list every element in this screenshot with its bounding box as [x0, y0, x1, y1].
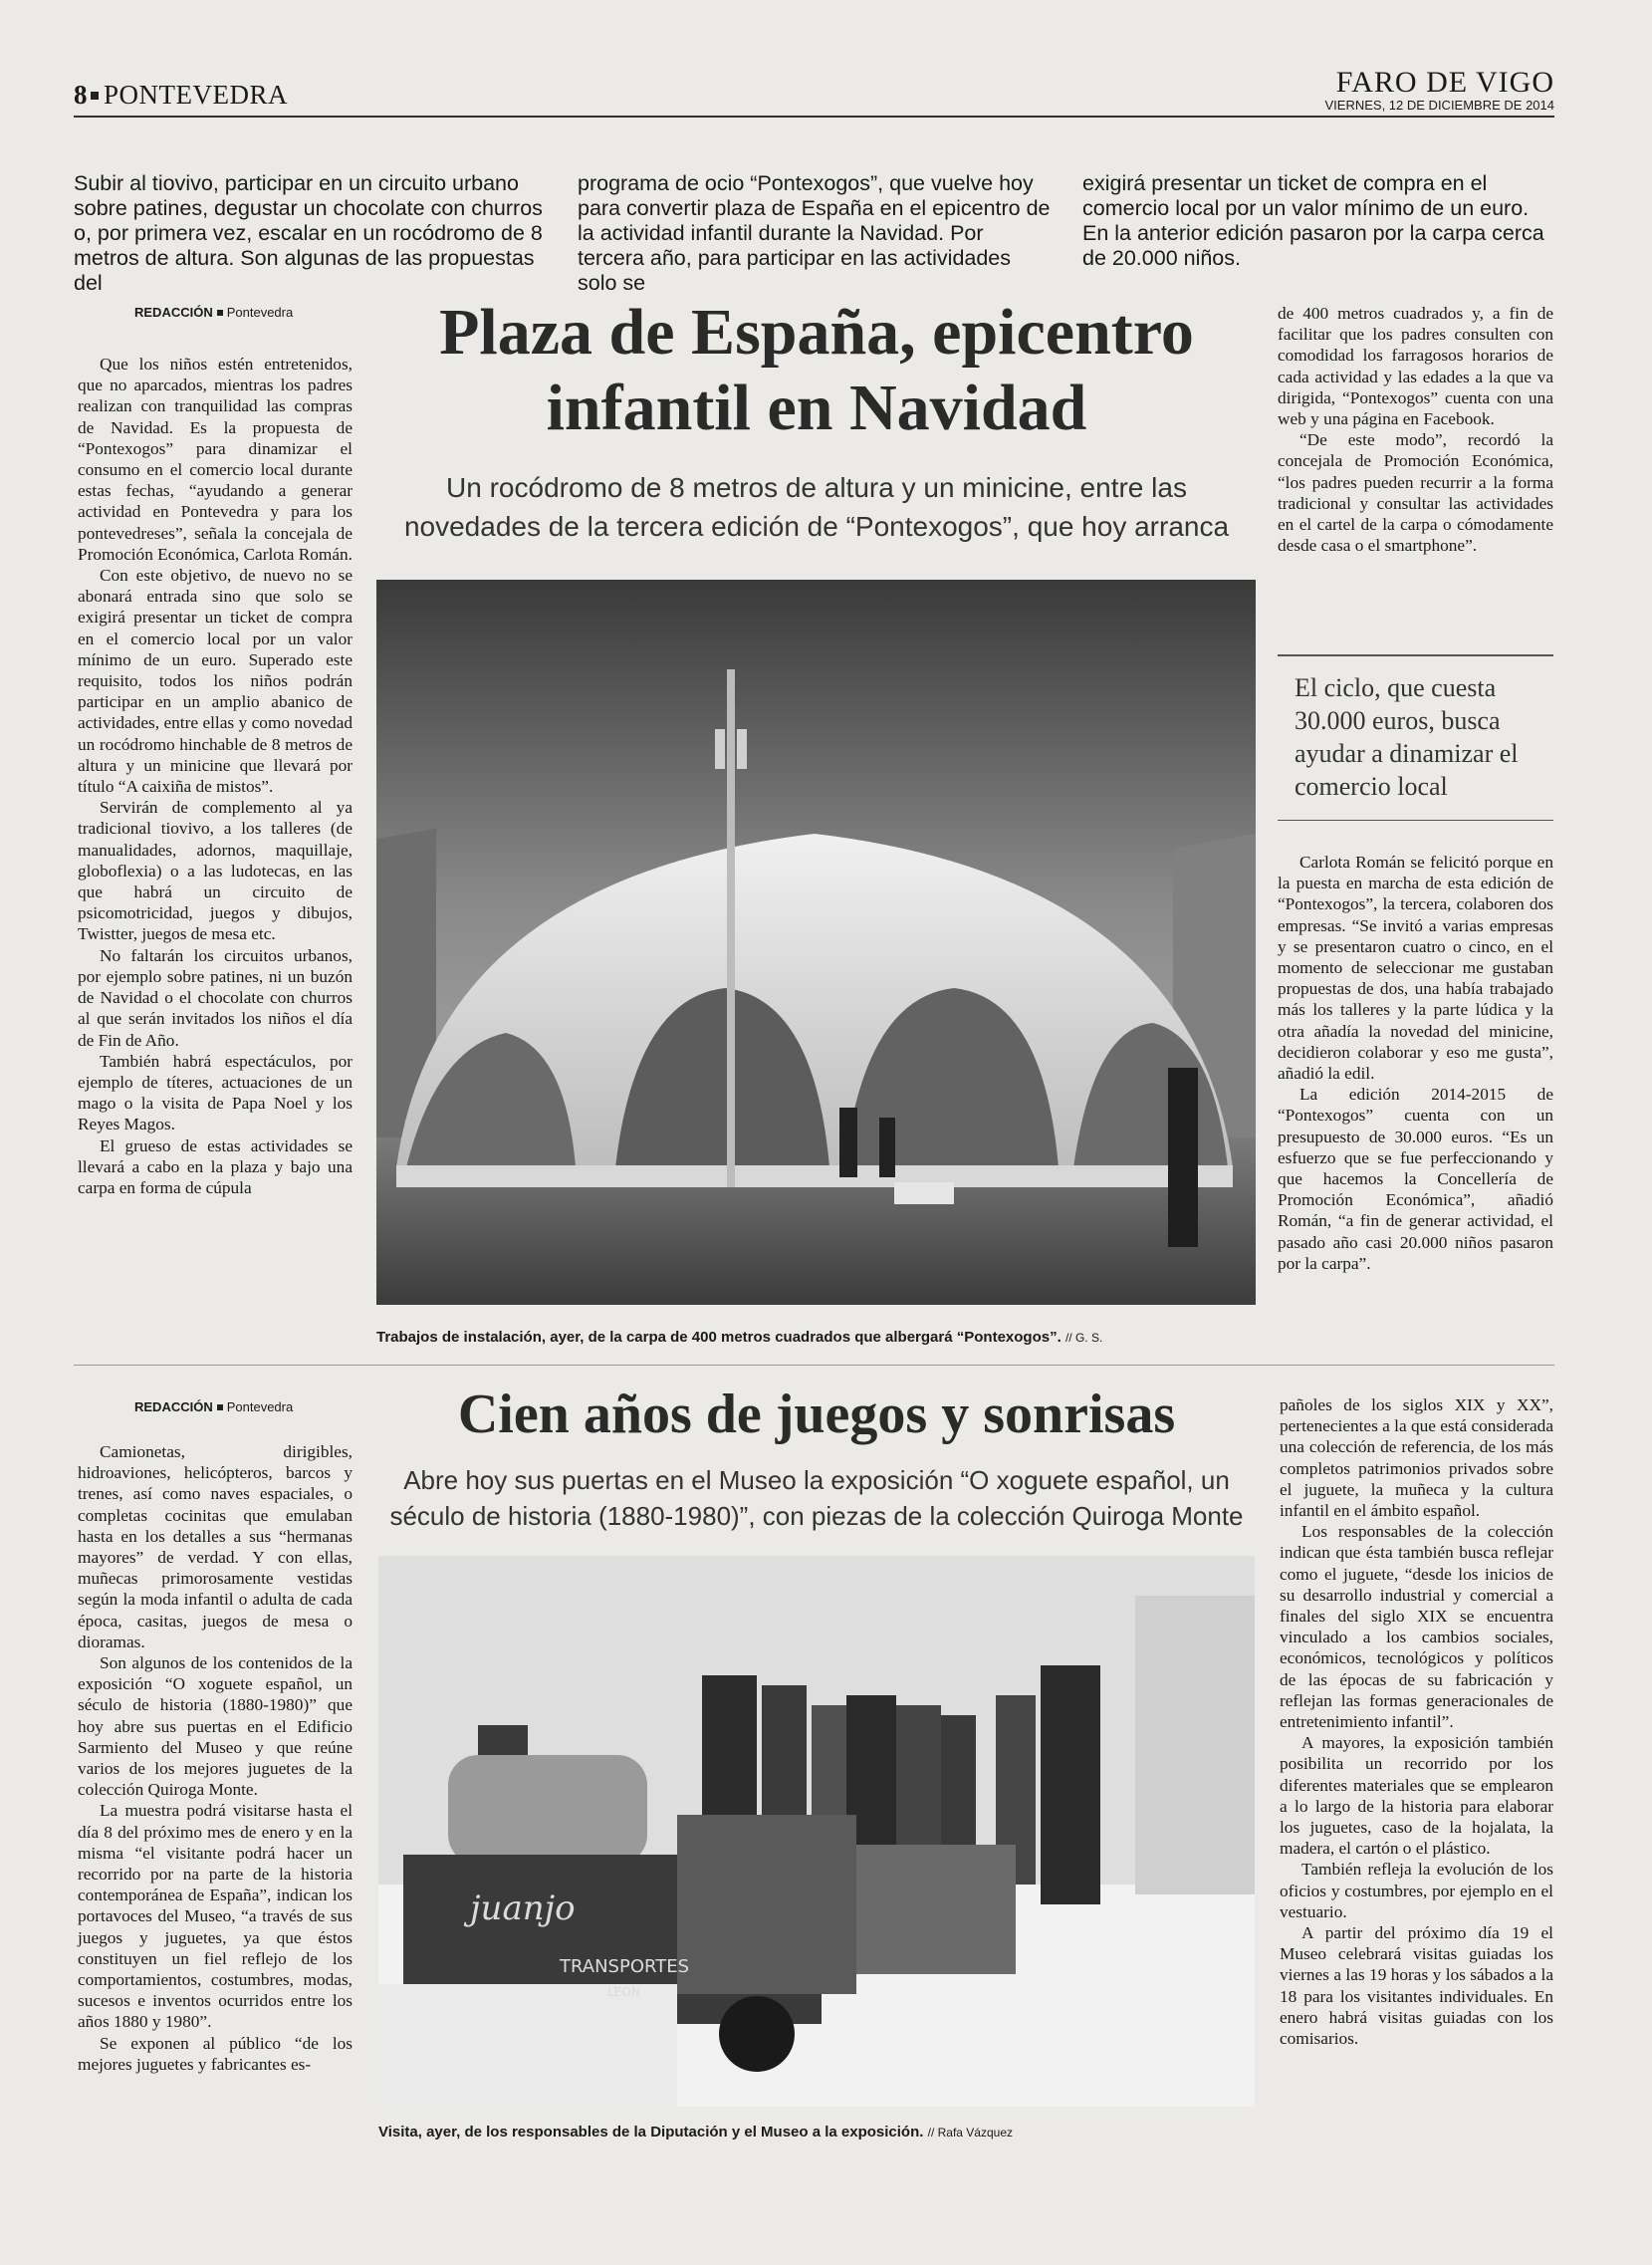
- deck-line-1: Abre hoy sus puertas en el Museo la exposición “O xoguete español, un: [403, 1465, 1230, 1495]
- truck-brand-label: juanjo: [470, 1888, 576, 1928]
- header-rule: [74, 116, 1554, 118]
- byline-author: REDACCIÓN: [134, 1399, 213, 1414]
- publication-date: VIERNES, 12 DE DICIEMBRE DE 2014: [1324, 98, 1554, 113]
- page-header-left: [74, 80, 288, 111]
- article2-deck: [373, 1462, 1260, 1534]
- separator-square: [217, 1404, 223, 1410]
- paragraph: No faltarán los circuitos urbanos, por ejemplo sobre patines, ni un buzón de Navidad o el chocolate con churros al que serán invitados los niños el día de Fin de Año.: [78, 945, 353, 1050]
- newspaper-name: FARO DE VIGO: [1335, 66, 1554, 99]
- article1-deck: [373, 468, 1260, 546]
- deck-line-1: Un rocódromo de 8 metros de altura y un minicine, entre las: [446, 472, 1187, 503]
- paragraph: Con este objetivo, de nuevo no se abonará entrada sino que solo se exigirá presentar un ticket de compra en el comercio local por un valor mínimo de un euro. Superado este requisito, todos los niños podrán participar en un amplio abanico de actividades, entre ellas y como novedad un rocódromo hinchable de 8 metros de altura y un minicine que llevará por título “A caixiña de mistos”.: [78, 566, 353, 797]
- separator-square: [217, 310, 223, 316]
- page-header-right: [1325, 66, 1554, 113]
- paragraph: Se exponen al público “de los mejores juguetes y fabricantes es-: [78, 2033, 353, 2074]
- article1-caption: [376, 1329, 1263, 1346]
- section-name: PONTEVEDRA: [104, 80, 288, 110]
- article1-headline: [378, 295, 1255, 446]
- page-number: 8: [74, 80, 88, 110]
- paragraph: Que los niños estén entretenidos, que no aparcados, mientras los padres realizan con tranquilidad las compras de Navidad. Es la propuesta de “Pontexogos” para dinamizar el consumo en el comercio local durante estas fechas, “ayudando a generar actividad en Pontevedra y para los pontevedreses”, señala la concejala de Promoción Económica, Carlota Román.: [78, 355, 353, 564]
- paragraph: de 400 metros cuadrados y, a fin de facilitar que los padres consulten con comodidad los farragosos horarios de cada actividad y las edades a la que va dirigida, “Pontexogos” cuenta con una web y una página en Facebook.: [1278, 304, 1553, 429]
- headline-line-1: Plaza de España, epicentro: [439, 296, 1194, 369]
- photo-credit: // Rafa Vázquez: [927, 2126, 1013, 2139]
- article-divider: [74, 1365, 1554, 1366]
- paragraph: Los responsables de la colección indican que ésta también busca reflejar como el juguete, “desde los inicios de su desarrollo industrial y comercial a finales del siglo XIX se encuentra vinculado a los cambios sociales, económicos, tecnológicos y políticos de las épocas de su fabricación y reflejan las formas generacionales de entretenimiento infantil”.: [1280, 1522, 1553, 1732]
- article2-caption: [378, 2124, 1255, 2140]
- paragraph: Carlota Román se felicitó porque en la puesta en marcha de esta edición de “Pontexogos”, la tercera, colaboren dos empresas. “Se invitó a varias empresas y se presentaron cuatro o cinco, en el momento de seleccionar me gustaban propuestas de dos, una había trabajado más los talleres y la parte lúdica y la otra añadía la novedad del minicine, decidieron colaborar y eso me gusta”, añadió la edil.: [1278, 853, 1553, 1084]
- paragraph: Son algunos de los contenidos de la exposición “O xoguete español, un século de historia (1880-1980)” que hoy abre sus puertas en el Edificio Sarmiento del Museo y que reúne varios de los mejores juguetes de la colección Quiroga Monte.: [78, 1653, 353, 1800]
- photo-credit: // G. S.: [1064, 1331, 1103, 1345]
- lede-column-1: Subir al tiovivo, participar en un circuito urbano sobre patines, degustar un chocolate con churros o, por primera vez, escalar en un rocódromo de 8 metros de altura. Son algunas de las propuestas del: [74, 171, 543, 295]
- article1-byline: [134, 305, 293, 320]
- truck-text-1: TRANSPORTES: [560, 1956, 689, 1977]
- paragraph: El grueso de estas actividades se llevará a cabo en la plaza y bajo una carpa en forma de cúpula: [78, 1135, 353, 1197]
- article2-right-column: [1280, 1394, 1553, 2049]
- article1-right-column-top: [1278, 303, 1553, 556]
- pull-quote: El ciclo, que cuesta 30.000 euros, busca ayudar a dinamizar el comercio local: [1295, 673, 1519, 801]
- deck-line-2: novedades de la tercera edición de “Pontexogos”, que hoy arranca: [403, 511, 1230, 542]
- article2-byline: [134, 1399, 293, 1414]
- article1-right-column-bottom: [1278, 852, 1553, 1274]
- headline-line-2: infantil en Navidad: [546, 372, 1087, 444]
- caption-text: Trabajos de instalación, ayer, de la carpa de 400 metros cuadrados que albergará “Pontexogos”.: [376, 1329, 1062, 1346]
- paragraph: También refleja la evolución de los oficios y costumbres, por ejemplo en el vestuario.: [1280, 1860, 1553, 1921]
- pull-quote-rule-top: [1278, 654, 1553, 656]
- paragraph: A mayores, la exposición también posibilita un recorrido por los diferentes materiales que se emplearon a lo largo de la historia para elaborar los juguetes, caso de la hojalata, la madera, el cartón o el plástico.: [1280, 1733, 1553, 1859]
- paragraph: La muestra podrá visitarse hasta el día 8 del próximo mes de enero y en la misma “el visitante podrá hacer un recorrido por na parte de la historia contemporánea de España”, indican los portavoces del Museo, “a través de sus juegos y juguetes, ya que éstos constituyen un fiel reflejo de los comportamientos, costumbres, modas, sucesos e inventos ocurridos entre los años 1880 y 1980”.: [78, 1801, 353, 2032]
- deck-line-2: século de historia (1880-1980)”, con piezas de la colección Quiroga Monte: [389, 1501, 1244, 1531]
- caption-text: Visita, ayer, de los responsables de la Diputación y el Museo a la exposición.: [378, 2124, 924, 2140]
- truck-text-2: LEON: [607, 1985, 640, 1999]
- museum-photo: [378, 1556, 1255, 2107]
- paragraph: A partir del próximo día 19 el Museo celebrará visitas guiadas los viernes a las 19 horas y los sábados a la 18 para los visitantes individuales. En enero habrá visitas guiadas con los comisarios.: [1280, 1923, 1553, 2049]
- paragraph: También habrá espectáculos, por ejemplo de títeres, actuaciones de un mago o la visita de Papa Noel y los Reyes Magos.: [78, 1051, 353, 1134]
- paragraph: La edición 2014-2015 de “Pontexogos” cuenta con un presupuesto de 30.000 euros. “Es un esfuerzo que se fue perfeccionando y que hacemos la Concellería de Promoción Económica”, añadió Román, “a fin de generar actividad, el pasado año casi 20.000 niños pasaron por la carpa”.: [1278, 1085, 1553, 1273]
- paragraph: “De este modo”, recordó la concejala de Promoción Económica, “los padres pueden recurrir a la forma tradicional y consultar las actividades en el cartel de la carpa o cómodamente desde casa o el smartphone”.: [1278, 430, 1553, 556]
- pull-quote-rule-bottom: [1278, 820, 1553, 821]
- byline-place: Pontevedra: [226, 1399, 294, 1414]
- paragraph: pañoles de los siglos XIX y XX”, pertenecientes a la que está considerada una colección de referencia, de los más completos patrimonios privados sobre el juguete, la muñeca y la cultura infantil en el ámbito español.: [1280, 1395, 1553, 1521]
- lede-column-3: exigirá presentar un ticket de compra en el comercio local por un valor mínimo de un euro. En la anterior edición pasaron por la carpa cerca de 20.000 niños.: [1082, 171, 1544, 270]
- paragraph: Servirán de complemento al ya tradicional tiovivo, a los talleres (de manualidades, adornos, maquillaje, globoflexia) o a las ludotecas, en las que habrá un circuito de psicomotricidad, juegos y dibujos, Twistter, juegos de mesa etc.: [78, 798, 353, 944]
- article2-left-column: [78, 1441, 353, 2075]
- exhibition-illustration: [378, 1556, 1255, 2107]
- separator-square: [91, 92, 99, 100]
- tent-photo: [376, 580, 1256, 1305]
- lede-column-2: programa de ocio “Pontexogos”, que vuelve hoy para convertir plaza de España en el epicentro de la actividad infantil durante la Navidad. Por tercera año, para participar en las actividades solo se: [578, 171, 1051, 295]
- tent-illustration: [376, 580, 1256, 1305]
- byline-place: Pontevedra: [226, 305, 294, 320]
- article2-headline: Cien años de juegos y sonrisas: [457, 1384, 1176, 1445]
- article1-left-column: [78, 354, 353, 1198]
- paragraph: Camionetas, dirigibles, hidroaviones, helicópteros, barcos y trenes, así como naves espaciales, o completas cocinitas que emulaban hasta en los detalles a sus “hermanas mayores” de verdad. Y con ellas, muñecas primorosamente vestidas según la moda infantil o adulta de cada época, casitas, juegos de mesa o dioramas.: [78, 1442, 353, 1651]
- byline-author: REDACCIÓN: [134, 305, 213, 320]
